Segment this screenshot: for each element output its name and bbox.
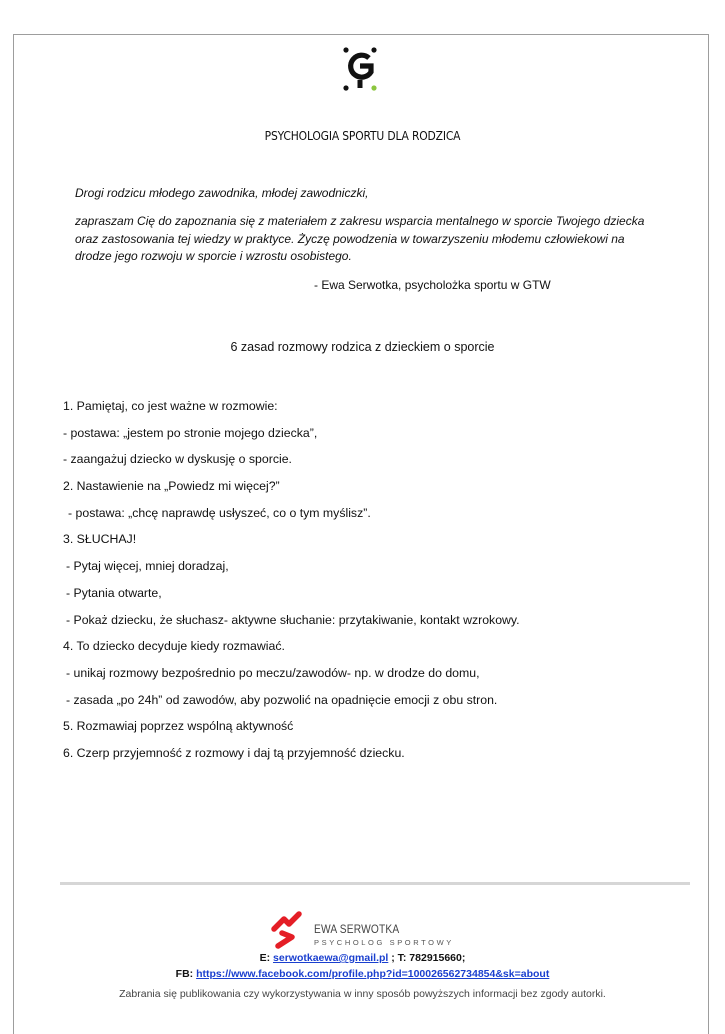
rule-item: 3. SŁUCHAJ! [63,532,137,547]
rule-item: - unikaj rozmowy bezpośrednio po meczu/zawodów- np. w drodze do domu, [66,665,480,680]
contact-facebook [0,968,725,980]
email-link[interactable]: serwotkaewa@gmail.pl [273,952,389,964]
runner-logo-icon [270,911,304,949]
section-subtitle: 6 zasad rozmowy rodzica z dzieckiem o sporcie [230,340,495,354]
gtw-logo-icon [340,44,380,94]
rule-item: - postawa: „chcę naprawdę usłyszeć, co o tym myślisz”. [68,505,371,520]
facebook-link[interactable]: https://www.facebook.com/profile.php?id=100026562734854&sk=about [196,968,550,980]
rule-item: - Pokaż dziecku, że słuchasz- aktywne słuchanie: przytakiwanie, kontakt wzrokowy. [66,612,520,627]
rule-item: - postawa: „jestem po stronie mojego dziecka”, [63,425,318,440]
rule-item: 2. Nastawienie na „Powiedz mi więcej?” [63,479,280,494]
rule-item: 5. Rozmawiaj poprzez wspólną aktywność [63,719,294,734]
contact-email-phone [0,952,725,964]
document-title: PSYCHOLOGIA SPORTU DLA RODZICA [264,128,461,143]
fb-label: FB: [175,968,197,980]
phone-text: ; T: 782915660; [388,952,466,964]
footer-divider [60,882,690,885]
brand-block [270,911,470,951]
signature: - Ewa Serwotka, psycholożka sportu w GTW [314,278,551,292]
rule-item: 6. Czerp przyjemność z rozmowy i daj tą przyjemność dziecku. [63,745,405,760]
rules-list [63,399,683,773]
brand-subtitle: PSYCHOLOG SPORTOWY [314,938,454,947]
rule-item: - zaangażuj dziecko w dyskusję o sporcie. [63,452,292,467]
intro-greeting: Drogi rodzicu młodego zawodnika, młodej zawodniczki, [75,186,369,200]
rule-item: 1. Pamiętaj, co jest ważne w rozmowie: [63,399,278,413]
intro-body: zapraszam Cię do zapoznania się z materiałem z zakresu wsparcia mentalnego w sporcie Twojego dziecka oraz zastosowania tej wiedzy w praktyce. Życzę powodzenia w towarzyszeniu młodemu człowiekowi na drodze jego rozwoju w sporcie i wzrostu osobistego. [75,214,645,263]
rule-item: - zasada „po 24h” od zawodów, aby pozwolić na opadnięcie emocji z obu stron. [66,692,498,707]
rule-item: 4. To dziecko decyduje kiedy rozmawiać. [63,639,285,654]
copyright-notice: Zabrania się publikowania czy wykorzystywania w inny sposób powyższych informacji bez zgody autorki. [119,988,606,1000]
rule-item: - Pytaj więcej, mniej doradzaj, [66,559,229,574]
email-label: E: [259,952,274,964]
rule-item: - Pytania otwarte, [66,585,162,600]
brand-name: EWA SERWOTKA [314,922,400,936]
